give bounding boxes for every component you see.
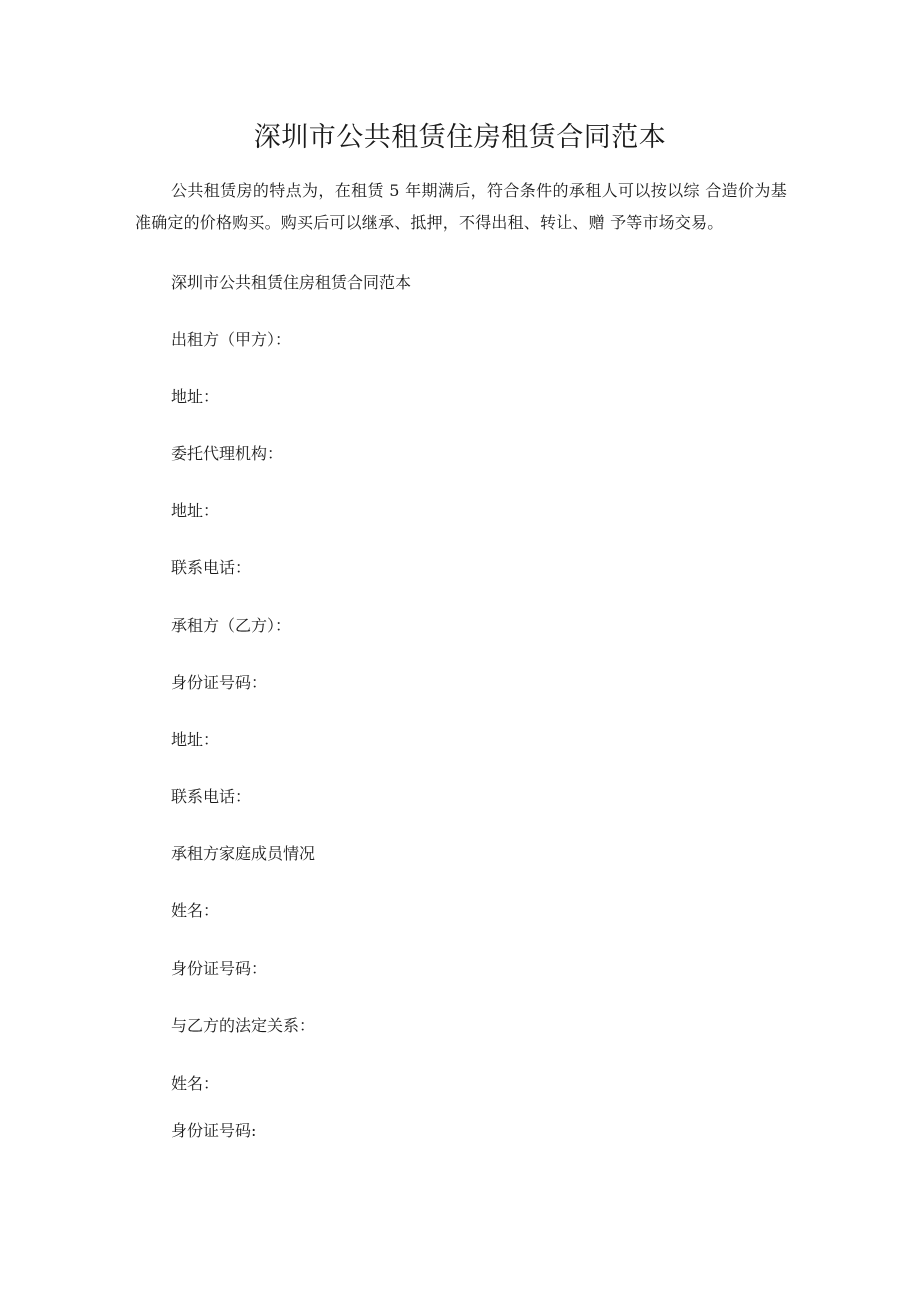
subtitle-line: 深圳市公共租赁住房租赁合同范本	[171, 273, 412, 292]
agency-address-label: 地址：	[171, 501, 220, 520]
document-title: 深圳市公共租赁住房租赁合同范本	[253, 122, 667, 153]
lessee-address-label: 地址：	[171, 730, 220, 749]
agency-phone-label: 联系电话：	[171, 558, 252, 577]
member-name-label: 姓名：	[171, 901, 220, 920]
lessee-phone-label: 联系电话：	[171, 787, 252, 806]
intro-paragraph: 公共租赁房的特点为，在租赁 5 年期满后，符合条件的承租人可以按以综 合造价为基准确定的价格购买。购买后可以继承、抵押，不得出租、转让、赠 予等市场交易。	[135, 181, 787, 232]
agency-label: 委托代理机构：	[171, 444, 284, 463]
member-relation-label: 与乙方的法定关系：	[171, 1016, 316, 1035]
lessee-label: 承租方（乙方）：	[171, 616, 292, 635]
lessor-label: 出租方（甲方）：	[171, 330, 292, 349]
member2-id-label: 身份证号码:	[171, 1121, 257, 1140]
lessee-id-label: 身份证号码：	[171, 673, 268, 692]
member-id-label: 身份证号码：	[171, 959, 268, 978]
member2-name-label: 姓名：	[171, 1074, 220, 1093]
lessor-address-label: 地址：	[171, 387, 220, 406]
family-members-heading: 承租方家庭成员情况	[171, 844, 316, 863]
